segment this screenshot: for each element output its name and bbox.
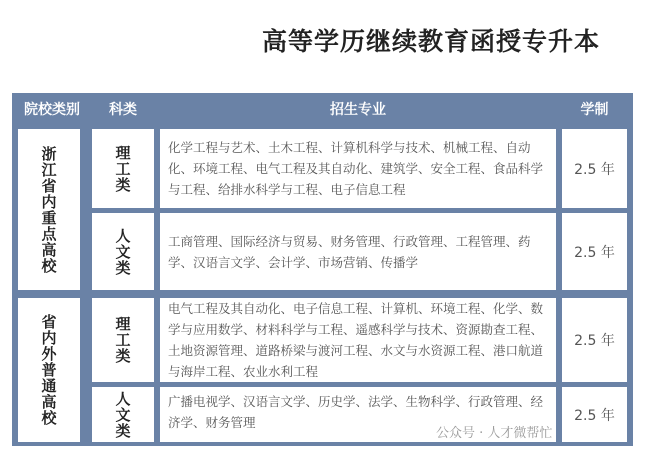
majors-cell: 广播电视学、汉语言文学、历史学、法学、生物科学、行政管理、经济学、财务管理 [160, 387, 556, 442]
school-type-label: 省内外普通高校 [39, 314, 58, 426]
category-cell [92, 129, 154, 208]
header-school-type: 院校类别 [24, 102, 80, 118]
category-label: 人文类 [113, 227, 132, 276]
school-type-cell [18, 129, 80, 290]
school-type-cell [18, 298, 80, 442]
category-label: 人文类 [113, 390, 132, 439]
page-title: 高等学历继续教育函授专升本 [262, 27, 601, 56]
header-category: 科类 [109, 102, 137, 118]
duration-cell: 2.5 年 [562, 387, 627, 442]
header-majors: 招生专业 [330, 102, 386, 118]
category-label: 理工类 [113, 316, 132, 364]
duration-cell: 2.5 年 [562, 298, 627, 382]
category-cell [92, 213, 154, 290]
duration-cell: 2.5 年 [562, 129, 627, 208]
category-cell [92, 298, 154, 382]
watermark: 公众号 · 人才微帮忙 [436, 426, 553, 441]
majors-cell: 工商管理、国际经济与贸易、财务管理、行政管理、工程管理、药学、汉语言文学、会计学、市场营销、传播学 [160, 213, 556, 290]
program-table [12, 93, 633, 446]
header-duration: 学制 [580, 102, 609, 118]
majors-cell: 化学工程与艺术、土木工程、计算机科学与技术、机械工程、自动化、环境工程、电气工程及其自动化、建筑学、安全工程、食品科学与工程、给排水科学与工程、电子信息工程 [160, 129, 556, 208]
majors-cell: 电气工程及其自动化、电子信息工程、计算机、环境工程、化学、数学与应用数学、材料科学与工程、遥感科学与技术、资源勘查工程、土地资源管理、道路桥梁与渡河工程、水文与水资源工程、港口航道与海岸工程、农业水利工程 [160, 298, 556, 382]
category-label: 理工类 [113, 144, 132, 193]
duration-cell: 2.5 年 [562, 213, 627, 290]
category-cell [92, 387, 154, 442]
school-type-label: 浙江省内重点高校 [39, 145, 58, 274]
